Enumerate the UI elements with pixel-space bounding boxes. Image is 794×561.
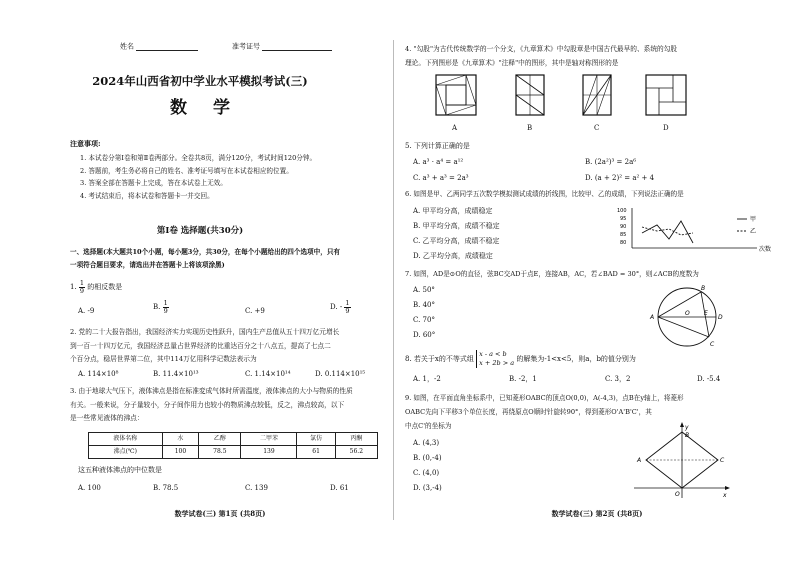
point-label: O <box>685 310 690 317</box>
q6-option-b: B. 甲平均分高，成绩不稳定 <box>413 222 500 230</box>
q4-label-b: B <box>527 124 533 132</box>
q8-option-b: B. -2，1 <box>509 375 537 383</box>
point-label: B <box>701 285 706 292</box>
q1-option-d: D. - $\frac{1}{9}$ <box>330 299 350 315</box>
chord-ac <box>658 317 709 337</box>
q7-option-b: B. 40° <box>413 301 436 309</box>
point-label: C <box>710 341 715 348</box>
table-row-label: 沸点(℃) <box>89 446 163 459</box>
q7-option-d: D. 60° <box>413 331 436 339</box>
chord-ab <box>658 292 701 317</box>
name-blank <box>136 42 198 51</box>
table-header-cell: 氯仿 <box>297 433 335 446</box>
question-3-stem: 3. 由于地球大气压下，液体沸点是指在标准変成气体时所需温度，液体沸点的大小与物质的性质 有关。一般来说，分子量较小，分子间作用力也较小的物质沸点较低，反之，沸点较高，以下 是一些常见液体的沸点： <box>70 387 353 422</box>
q8-option-a: A. 1，-2 <box>413 375 441 383</box>
legend-label-a: 甲 <box>750 216 757 223</box>
instructions-line2: 一项符合题目要求，请选出并在答题卡上将该项涂黑) <box>70 261 225 269</box>
q2-option-b: B. 11.4×10¹³ <box>153 370 199 378</box>
q6-option-c: C. 乙平均分高，成绩不稳定 <box>413 237 500 245</box>
q1-option-b: B. $\frac{1}{9}$ <box>153 299 168 315</box>
table-cell: 61 <box>297 446 335 459</box>
table-cell: 139 <box>241 446 297 459</box>
table-header-cell: 液体名称 <box>89 433 163 446</box>
notice-heading: 注意事项: <box>70 139 101 148</box>
legend-label-b: 乙 <box>750 228 757 235</box>
series-line-a <box>642 221 693 243</box>
point-label: A <box>637 457 642 464</box>
q6-score-line-chart <box>617 203 782 258</box>
q9-rhombus-figure <box>632 420 732 500</box>
notice-list <box>80 152 380 202</box>
question-5-stem: 5. 下列计算正确的是 <box>405 142 470 150</box>
inequality-system: x - a < b x + 2b > a <box>476 350 514 368</box>
q4-figure-a <box>435 74 477 116</box>
q4-figure-b <box>515 74 545 116</box>
chart-tick-label: 90 <box>620 224 627 230</box>
q1-option-a: A. -9 <box>78 307 95 315</box>
notice-item: 2. 答题前，考生务必将自己的姓名、准考证号填写在本试卷相应的位置。 <box>80 166 293 175</box>
q4-label-a: A <box>452 124 458 132</box>
table-row <box>89 446 378 459</box>
q3-option-b: B. 78.5 <box>153 484 179 492</box>
point-label: O <box>675 491 680 498</box>
page-footer: 数学试卷(三) 第1页 (共8页) <box>174 509 266 518</box>
q9-option-c: C. (4,0) <box>413 469 440 477</box>
table-cell: 100 <box>162 446 199 459</box>
name-label: 姓名 <box>120 42 134 51</box>
point-label: A <box>650 314 655 321</box>
axis-label: x <box>723 492 727 499</box>
q1-option-c: C. +9 <box>245 307 265 315</box>
q9-option-a: A. (4,3) <box>413 439 440 447</box>
point-label: D <box>718 314 723 321</box>
q4-label-d: D <box>663 124 669 132</box>
chart-tick-label: 80 <box>620 240 627 246</box>
page-divider <box>393 40 394 520</box>
chart-tick-label: 85 <box>620 232 627 238</box>
q8-option-c: C. 3，2 <box>605 375 631 383</box>
table-cell: 56.2 <box>335 446 377 459</box>
q5-option-b: B. (2a²)³ = 2a⁶ <box>585 158 637 166</box>
exam-number-blank <box>262 42 332 51</box>
notice-item: 1. 本试卷分第Ⅰ卷和第Ⅱ卷两部分。全卷共8页，满分120分，考试时间120分钟。 <box>80 154 317 162</box>
q2-option-c: C. 1.14×10¹⁴ <box>245 370 291 378</box>
point-label: C <box>720 457 725 464</box>
x-axis-arrow <box>725 486 730 490</box>
axis-label: y <box>685 424 689 431</box>
question-3-prompt: 这五种液体沸点的中位数是 <box>78 466 162 474</box>
table-header-cell: 二甲苯 <box>241 433 297 446</box>
exam-title: 2024年山西省初中学业水平模拟考试(三) <box>92 74 308 88</box>
q6-option-d: D. 乙平均分高，成绩稳定 <box>413 252 493 260</box>
q7-circle-figure <box>647 284 727 350</box>
q5-option-d: D. (a + 2)² = a² + 4 <box>585 174 655 182</box>
table-row <box>89 433 378 446</box>
chart-x-label: 次数 <box>759 246 772 253</box>
q3-option-a: A. 100 <box>78 484 101 492</box>
q4-label-c: C <box>594 124 600 132</box>
table-cell: 78.5 <box>199 446 241 459</box>
q2-option-a: A. 114×10⁸ <box>78 370 119 378</box>
q4-figure-d <box>645 74 687 116</box>
notice-item: 4. 考试结束后，将本试卷和答题卡一并交回。 <box>80 191 214 200</box>
subject-title: 数 学 <box>170 98 240 118</box>
notice-item: 3. 答案全部在答题卡上完成，答在本试卷上无效。 <box>80 179 227 187</box>
q7-option-a: A. 50° <box>413 286 435 294</box>
q5-option-a: A. a³ · a⁴ = a¹² <box>413 158 464 166</box>
page-footer: 数学试卷(三) 第2页 (共8页) <box>551 509 643 518</box>
chart-tick-label: 100 <box>617 208 627 214</box>
name-field <box>120 42 198 51</box>
table-header-cell: 乙醇 <box>199 433 241 446</box>
question-6-stem: 6. 如图是甲、乙两同学五次数学模拟测试成绩的折线图，比较甲、乙的成绩，下列说法正确的是 <box>405 190 684 198</box>
y-axis-arrow <box>680 422 684 427</box>
exam-number-label: 准考证号 <box>232 42 260 51</box>
instructions-line1: 一、选择题(本大题共10个小题，每小题3分，共30分，在每个小题给出的四个选项中，只有 <box>70 248 341 256</box>
right-page <box>397 0 794 561</box>
q3-option-d: D. 61 <box>330 484 349 492</box>
question-7-stem: 7. 如图，AD是⊙O的直径，弦BC交AD于点E，连接AB，AC，若∠BAD = 30°，则∠ACB的度数为 <box>405 270 699 278</box>
q6-option-a: A. 甲平均分高，成绩稳定 <box>413 207 493 215</box>
boiling-point-table <box>88 432 378 459</box>
q4-figure-c <box>582 74 612 116</box>
question-1-stem: 1. $\frac{1}{9}$ 的相反数是 <box>70 279 123 295</box>
question-2-stem: 2. 党的二十大报告指出，我国经济实力实现历史性跃升，国内生产总值从五十四万亿元增长 到一百一十四万亿元，我国经济总量占世界经济的比重达百分之十八点五，提高了七点二 个百分点，稳居世界第二位，其中114万亿用科学记数法表示为 <box>70 328 340 363</box>
point-label: E <box>704 310 708 317</box>
question-4-stem: 4. "勾股"为古代传统数学的一个分支，《九章算术》中勾股章是中国古代最早的、系统的勾股 理论。下列图形是《九章算术》"注释"中的图形，其中是轴对称图形的是 <box>405 45 678 67</box>
table-header-cell: 丙酮 <box>335 433 377 446</box>
q7-option-c: C. 70° <box>413 316 435 324</box>
question-8-stem: 8. 若关于x的不等式组 x - a < b x + 2b > a 的解集为-1<x<5，则a，b的值分别为 <box>405 350 636 367</box>
chart-tick-label: 95 <box>620 216 627 222</box>
section-title: 第Ⅰ卷 选择题(共30分) <box>156 226 244 236</box>
q9-option-d: D. (3,-4) <box>413 484 442 492</box>
point-label: B <box>685 432 690 439</box>
fraction: $\frac{1}{9}$ <box>79 279 85 295</box>
q5-option-c: C. a³ + a³ = 2a³ <box>413 174 469 182</box>
exam-number-field <box>232 42 332 51</box>
question-9-stem: 9. 如图，在平面直角坐标系中，已知菱形OABC的顶点O(0,0)，A(-4,3)，点B在y轴上，将菱形 OABC先向下平移3个单位长度，再绕原点O顺时针旋转90°，得到菱形O'A'B'C'，其 中点C'的坐标为 <box>405 394 684 430</box>
q2-option-d: D. 0.114×10¹⁵ <box>315 370 366 378</box>
q8-option-d: D. -5.4 <box>697 375 721 383</box>
q3-option-c: C. 139 <box>245 484 268 492</box>
table-header-cell: 水 <box>162 433 199 446</box>
q9-option-b: B. (0,-4) <box>413 454 442 462</box>
